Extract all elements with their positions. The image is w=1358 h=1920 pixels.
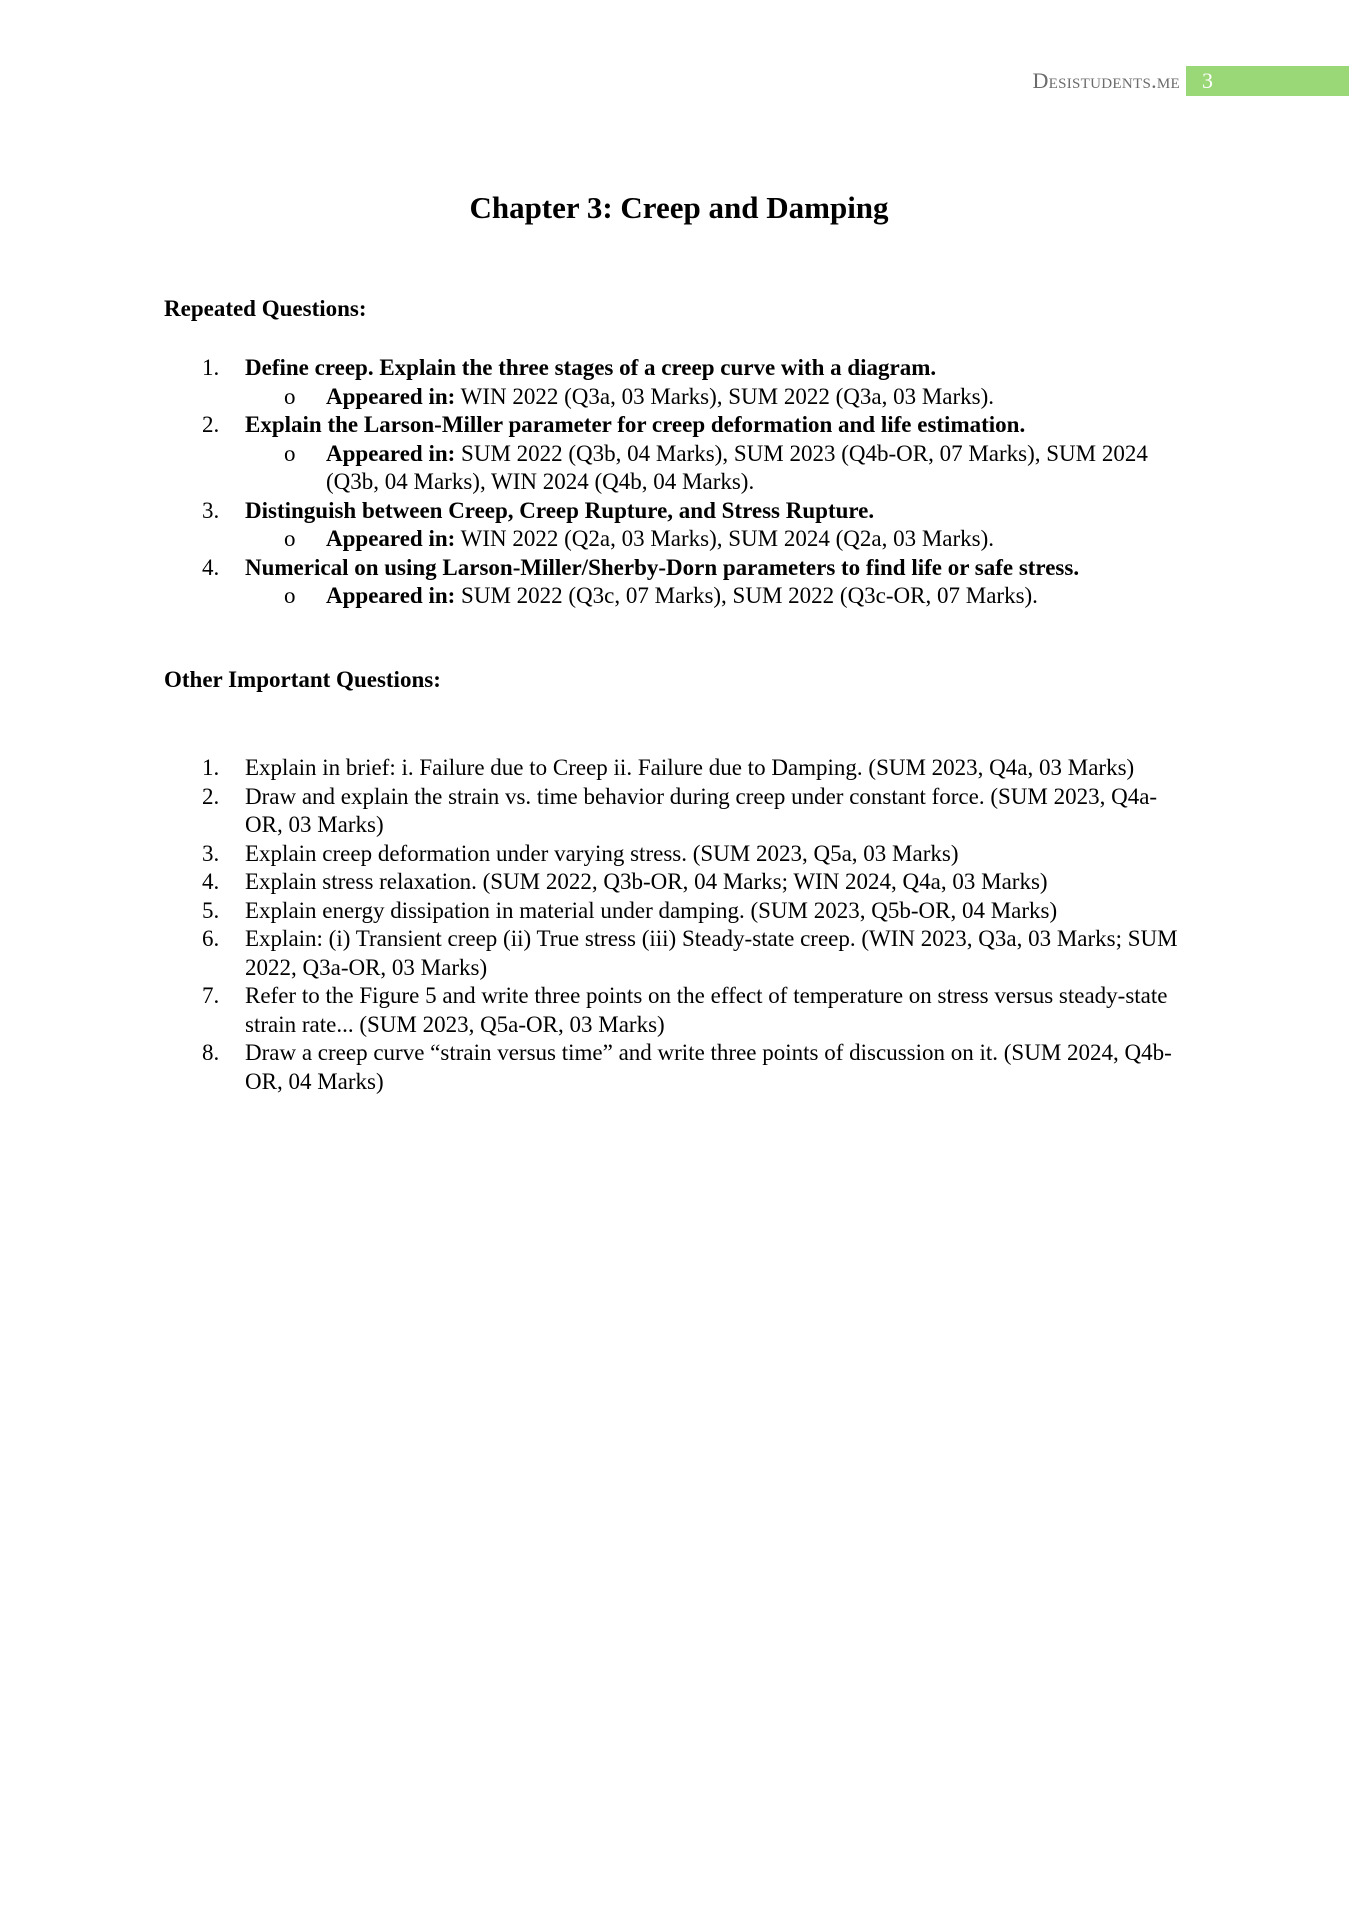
list-number: 3. [202, 497, 220, 523]
question-text: Draw a creep curve “strain versus time” and write three points of discussion on it. (SUM 2024, Q4b-OR, 04 Marks) [245, 1040, 1172, 1094]
list-item [0, 897, 1358, 926]
repeated-question [0, 497, 1358, 526]
appeared-in-details: SUM 2022 (Q3c, 07 Marks), SUM 2022 (Q3c-OR, 07 Marks). [455, 583, 1038, 608]
appeared-in-line [0, 383, 1358, 412]
question-text: Distinguish between Creep, Creep Rupture, and Stress Rupture. [245, 497, 875, 523]
list-number: 1. [202, 355, 220, 380]
page-header [0, 66, 1358, 96]
appeared-in-details: WIN 2022 (Q3a, 03 Marks), SUM 2022 (Q3a, 03 Marks). [455, 383, 995, 409]
appeared-in-label: Appeared in: [326, 583, 456, 608]
list-item [0, 1039, 1358, 1096]
list-number: 1. [202, 755, 220, 780]
repeated-question [0, 354, 1358, 383]
question-text: Explain the Larson-Miller parameter for creep deformation and life estimation. [245, 412, 1026, 437]
appeared-in-label: Appeared in: [326, 526, 456, 551]
question-text: Numerical on using Larson-Miller/Sherby-Dorn parameters to find life or safe stress. [245, 554, 1080, 580]
question-text: Explain in brief: i. Failure due to Creep ii. Failure due to Damping. (SUM 2023, Q4a, 03 Marks) [245, 755, 1135, 780]
question-text: Define creep. Explain the three stages of a creep curve with a diagram. [245, 355, 937, 380]
list-number: 6. [202, 926, 220, 951]
question-text: Refer to the Figure 5 and write three points on the effect of temperature on stress versus steady-state strain rate... (SUM 2023, Q5a-OR, 03 Marks) [245, 983, 1168, 1037]
bullet-marker: o [284, 526, 296, 551]
list-number: 8. [202, 1040, 220, 1065]
question-text: Explain energy dissipation in material under damping. (SUM 2023, Q5b-OR, 04 Marks) [245, 897, 1058, 923]
appeared-in-line [0, 440, 1358, 497]
list-number: 7. [202, 983, 220, 1008]
list-number: 4. [202, 869, 220, 894]
bullet-marker: o [284, 440, 296, 466]
list-item [0, 925, 1358, 982]
repeated-question [0, 411, 1358, 440]
page-number-badge: 3 [1186, 66, 1349, 96]
list-number: 4. [202, 554, 220, 580]
appeared-in-label: Appeared in: [326, 440, 456, 466]
repeated-questions-list [0, 354, 1358, 611]
other-questions-list [0, 754, 1358, 1096]
bullet-marker: o [284, 583, 296, 608]
repeated-questions-heading: Repeated Questions: [164, 296, 367, 321]
repeated-question [0, 554, 1358, 583]
question-text: Explain: (i) Transient creep (ii) True stress (iii) Steady-state creep. (WIN 2023, Q3a, 03 Marks; SUM 2022, Q3a-OR, 03 Marks) [245, 926, 1178, 980]
question-text: Explain stress relaxation. (SUM 2022, Q3b-OR, 04 Marks; WIN 2024, Q4a, 03 Marks) [245, 869, 1048, 894]
question-text: Explain creep deformation under varying stress. (SUM 2023, Q5a, 03 Marks) [245, 840, 959, 866]
appeared-in-details: SUM 2022 (Q3b, 04 Marks), SUM 2023 (Q4b-OR, 07 Marks), SUM 2024 (Q3b, 04 Marks), WIN 2024 (Q4b, 04 Marks). [326, 440, 1148, 494]
list-number: 3. [202, 840, 220, 866]
chapter-title: Chapter 3: Creep and Damping [469, 190, 889, 225]
list-item [0, 754, 1358, 783]
bullet-marker: o [284, 383, 296, 409]
appeared-in-line [0, 582, 1358, 611]
appeared-in-line [0, 525, 1358, 554]
list-item [0, 783, 1358, 840]
question-text: Draw and explain the strain vs. time behavior during creep under constant force. (SUM 2023, Q4a-OR, 03 Marks) [245, 783, 1158, 837]
appeared-in-label: Appeared in: [326, 383, 456, 409]
appeared-in-details: WIN 2022 (Q2a, 03 Marks), SUM 2024 (Q2a, 03 Marks). [455, 526, 995, 551]
list-number: 2. [202, 783, 220, 809]
list-number: 2. [202, 412, 220, 437]
list-item [0, 982, 1358, 1039]
list-item [0, 868, 1358, 897]
site-name: Desistudents.me [1032, 68, 1180, 93]
list-item [0, 840, 1358, 869]
other-questions-heading: Other Important Questions: [164, 667, 441, 692]
list-number: 5. [202, 897, 220, 923]
